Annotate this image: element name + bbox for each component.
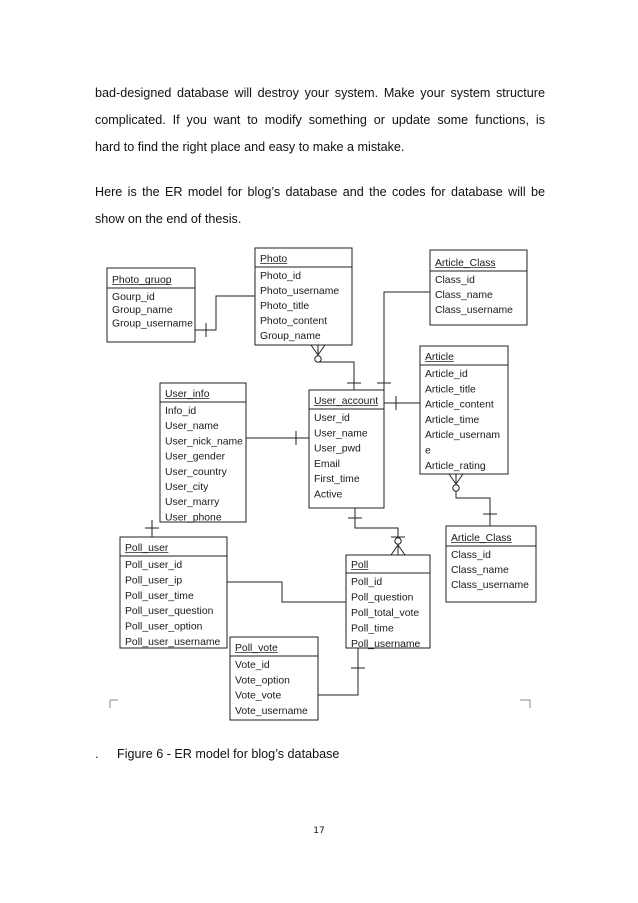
entity-photo-gruop [107, 268, 195, 342]
entity-field: Poll_user_id [125, 560, 183, 571]
entity-field: Poll_user_option [125, 621, 203, 633]
entity-field: User_gender [165, 451, 226, 463]
entity-field: Gourp_id [112, 292, 155, 303]
entity-title: Poll_user [125, 543, 169, 554]
crows-foot-marker [449, 474, 463, 491]
relationship-line [195, 296, 255, 330]
relationship-line [318, 648, 358, 695]
entity-photo [255, 248, 352, 345]
entity-field: User_country [165, 466, 227, 478]
entity-field: Article_content [425, 399, 494, 411]
entity-poll [346, 555, 430, 650]
entity-article-class-bottom [446, 526, 536, 602]
entity-field: Email [314, 458, 340, 470]
crows-foot-marker [311, 345, 325, 362]
entity-field: First_time [314, 474, 360, 486]
entity-field: Poll_user_question [125, 606, 214, 618]
corner-mark [110, 700, 118, 708]
entity-field: Photo_content [260, 316, 328, 327]
entity-poll-vote [230, 637, 318, 720]
entity-field: Vote_id [235, 660, 270, 671]
entity-field: Poll_username [351, 639, 421, 650]
entity-field: Class_name [435, 290, 493, 301]
entity-boxes [107, 248, 536, 720]
entity-field: e [425, 445, 431, 457]
entity-article-class-top [430, 250, 527, 325]
entity-field: Poll_id [351, 577, 383, 588]
relationship-line [355, 508, 398, 555]
entity-field: Article_title [425, 384, 476, 396]
entity-field: User_phone [165, 512, 222, 524]
entity-field: Poll_question [351, 592, 414, 604]
entity-field: Photo_username [260, 286, 340, 297]
entity-field: Article_usernam [425, 430, 501, 442]
page-corner-marks [110, 700, 530, 708]
entity-field: Group_name [260, 331, 321, 342]
entity-field: Active [314, 489, 343, 501]
entity-field: User_nick_name [165, 436, 243, 448]
entity-user-account [309, 390, 384, 508]
entity-field: Poll_time [351, 623, 394, 635]
figure-caption [95, 747, 339, 761]
caption-text: Figure 6 - ER model for blog’s database [117, 747, 340, 761]
entity-field: Group_name [112, 305, 173, 317]
entity-article [420, 346, 508, 474]
entity-field: Vote_option [235, 675, 290, 687]
caption-bullet: . [95, 747, 99, 761]
entity-field: User_name [165, 421, 219, 433]
entity-field: User_id [314, 413, 350, 424]
paragraph-line: complicated. If you want to modify something or update some functions, is [95, 113, 545, 127]
entity-field: Article_rating [425, 460, 486, 472]
entity-field: Photo_title [260, 301, 310, 312]
entity-field: Class_id [435, 275, 475, 286]
entity-title: User_account [314, 396, 379, 407]
entity-title: Poll [351, 560, 369, 571]
corner-mark [520, 700, 530, 708]
entity-title: Article_Class [435, 258, 496, 269]
entity-field: Class_username [451, 580, 529, 591]
paragraph-line: bad-designed database will destroy your system. Make your system structure [95, 86, 545, 100]
paragraph-line: show on the end of thesis. [95, 212, 242, 226]
entity-title: Poll_vote [235, 643, 278, 654]
entity-field: Poll_user_ip [125, 575, 183, 587]
entity-field: Vote_username [235, 705, 308, 717]
entity-field: Article_time [425, 414, 480, 426]
entity-field: Photo_id [260, 271, 302, 282]
page-number: 17 [313, 826, 325, 836]
entity-field: User_pwd [314, 443, 361, 455]
entity-field: Group_username [112, 318, 193, 330]
entity-title: Photo [260, 254, 288, 265]
entity-field: Article_id [425, 369, 468, 380]
entity-poll-user [120, 537, 227, 648]
entity-field: Poll_user_time [125, 590, 194, 602]
paragraph-line: hard to find the right place and easy to make a mistake. [95, 140, 405, 154]
entity-field: Info_id [165, 406, 197, 417]
crows-foot-marker [391, 538, 405, 555]
entity-title: Photo_gruop [112, 275, 172, 286]
entity-title: Article [425, 352, 454, 363]
entity-title: User_info [165, 389, 210, 400]
entity-field: User_marry [165, 497, 220, 509]
entity-field: Class_name [451, 565, 509, 576]
entity-field: User_city [165, 482, 209, 493]
entity-field: Vote_vote [235, 690, 282, 702]
entity-user-info [160, 383, 246, 523]
paragraph-line: Here is the ER model for blog’s database and the codes for database will be [95, 185, 545, 199]
entity-field: Poll_total_vote [351, 608, 420, 619]
entity-field: Poll_user_username [125, 637, 221, 648]
relationship-line [227, 582, 346, 602]
entity-title: Article_Class [451, 533, 512, 544]
entity-field: Class_id [451, 550, 491, 561]
relationship-line [456, 474, 490, 526]
entity-field: Class_username [435, 305, 513, 316]
entity-field: User_name [314, 428, 368, 440]
